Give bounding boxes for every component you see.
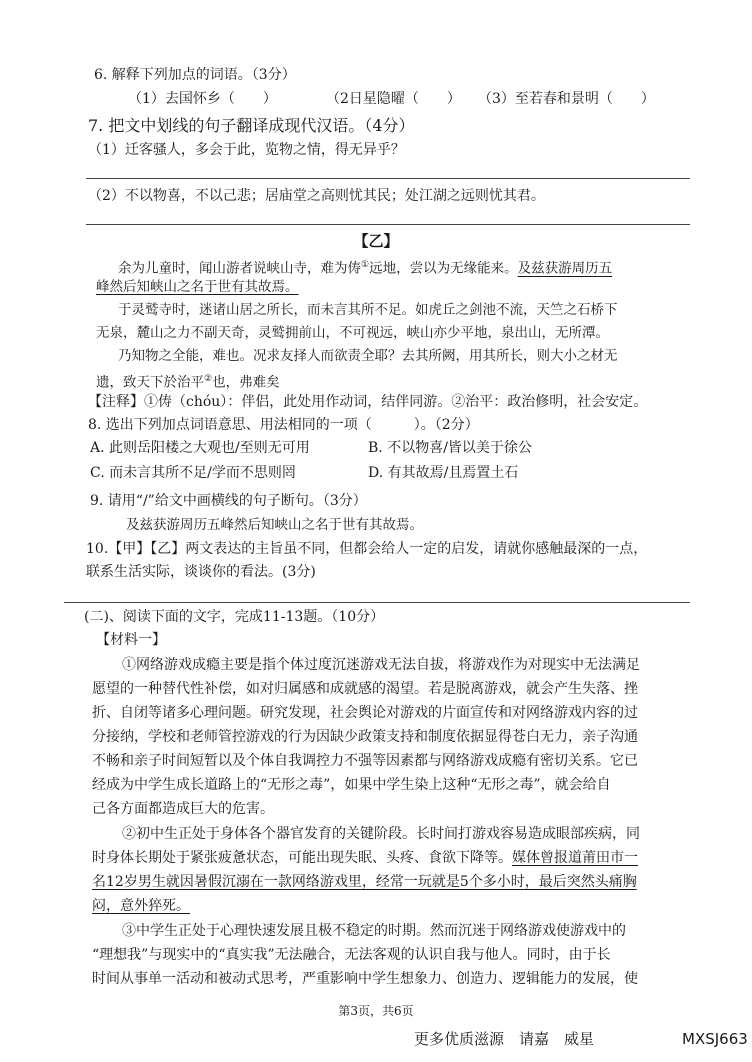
passage-yi-note: 【注释】①俦（chóu）：伴侣，此处用作动词，结伴同游。②治平：政治修明，社会安定。 (88, 394, 648, 410)
q8-title: 8. 选出下列加点词语意思、用法相同的一项（ ）。（2分） (88, 417, 479, 433)
q8-option-a: A. 此则岳阳楼之大观也/至则无可用 (90, 440, 310, 456)
q7-title: 7. 把文中划线的句子翻译成现代汉语。（4分） (88, 116, 415, 135)
section-2-title: (二)、阅读下面的文字，完成11-13题。（10分） (84, 609, 385, 625)
material-underlined-line: 名12岁男生就因暑假沉溺在一款网络游戏里，经常一玩就是5个多小时，最后突然头痛胸 (92, 874, 637, 890)
material-paragraph-line: ③中学生正处于心理快速发展且极不稳定的时期。然而沉迷于网络游戏使游戏中的 (122, 923, 626, 939)
material-1-label: 【材料一】 (96, 632, 166, 648)
q7-sentence-1: （1）迁客骚人，多会于此，览物之情，得无异乎？ (88, 142, 405, 158)
q7-sentence-2: （2）不以物喜，不以己悲；居庙堂之高则忧其民；处江湖之远则忧其君。 (88, 188, 545, 204)
passage-yi-underlined: 峰然后知峡山之名于世有其故焉。 (96, 279, 299, 295)
material-paragraph-line: 愿望的一种替代性补偿，如对归属感和成就感的渴望。若是脱离游戏，就会产生失落、挫 (92, 681, 638, 697)
footer-promo: 更多优质滋源 请嘉 威星 (414, 1030, 595, 1048)
q6-item-2: （2日星隐曜（ ） (326, 91, 461, 107)
material-paragraph-line: ①网络游戏成瘾主要是指个体过度沉迷游戏无法自拔，将游戏作为对现实中无法满足 (122, 657, 640, 673)
section-divider (64, 602, 690, 603)
material-paragraph-line: 不畅和亲子时间短暂以及个体自我调控力不强等因素都与网络游戏成瘾有密切关系。它已 (92, 753, 638, 769)
q8-option-b: B. 不以物喜/皆以美于徐公 (368, 440, 532, 456)
q10-line-2: 联系生活实际，谈谈你的看法。(3分) (86, 564, 316, 580)
q6-item-1: （1）去国怀乡（ ） (128, 91, 277, 107)
material-paragraph-line: ②初中生正处于身体各个器官发育的关键阶段。长时间打游戏容易造成眼部疾病，同 (122, 826, 640, 842)
q9-title: 9. 请用“/”给文中画横线的句子断句。（3分） (90, 493, 367, 509)
material-paragraph-line: 折、自闭等诸多心理问题。研究发现，社会舆论对游戏的片面宣传和对网络游戏内容的过 (92, 705, 638, 721)
material-paragraph-line: 时身体长期处于紧张疲惫状态，可能出现失眠、头疼、食欲下降等。媒体曾报道莆田市一 (92, 850, 638, 866)
footer-code: MXSJ663 (682, 1030, 748, 1048)
q10-line-1: 10.【甲】【乙】两文表达的主旨虽不同，但都会给人一定的启发，请就你感触最深的一点， (86, 541, 648, 557)
material-paragraph-line: 时间从事单一活动和被动式思考，严重影响中学生想象力、创造力、逻辑能力的发展，使 (92, 971, 638, 987)
material-paragraph-line: 分接纳，学校和老师管控游戏的行为因缺少政策支持和制度依据显得苍白无力，亲子沟通 (92, 729, 638, 745)
page-number: 第3页，共6页 (338, 1004, 414, 1018)
q6-title: 6. 解释下列加点的词语。（3分） (94, 67, 296, 83)
answer-line (86, 224, 690, 225)
passage-yi-heading: 【乙】 (353, 232, 399, 250)
q8-option-c: C. 而未言其所不足/学而不思则罔 (90, 465, 296, 481)
q6-item-3: （3）至若春和景明（ ） (478, 91, 655, 107)
material-paragraph-line: 己各方面都造成巨大的危害。 (92, 801, 274, 817)
passage-yi-line: 余为儿童时，闻山游者说峡山寺，难为俦①远地，尝以为无缘能来。及兹获游周历五 (118, 260, 613, 277)
material-paragraph-line: 经成为中学生成长道路上的“无形之毒”，如果中学生染上这种“无形之毒”，就会给自 (92, 777, 611, 793)
answer-line (86, 178, 690, 179)
passage-yi-line: 乃知物之全能，难也。况求友择人而欲责全耶？去其所阙，用其所长，则大小之材无 (118, 348, 618, 364)
material-underlined-line: 闷，意外猝死。 (92, 898, 190, 914)
passage-yi-line: 无泉，麓山之力不副天奇，灵鹫拥前山，不可视远，峡山亦少平地，泉出山，无所潭。 (96, 325, 609, 341)
q8-option-d: D. 有其故焉/且焉置土石 (368, 465, 519, 481)
passage-yi-line: 遗，致天下於治平②也，弗难矣 (96, 374, 280, 391)
material-paragraph-line: “理想我”与现实中的“真实我”无法融合，无法客观的认识自我与他人。同时，由于长 (92, 947, 611, 963)
passage-yi-line: 于灵鹫寺时，迷诸山居之所长，而未言其所不足。如虎丘之剑池不流，天竺之石桥下 (118, 302, 618, 318)
q9-sentence: 及兹获游周历五峰然后知峡山之名于世有其故焉。 (126, 517, 423, 533)
